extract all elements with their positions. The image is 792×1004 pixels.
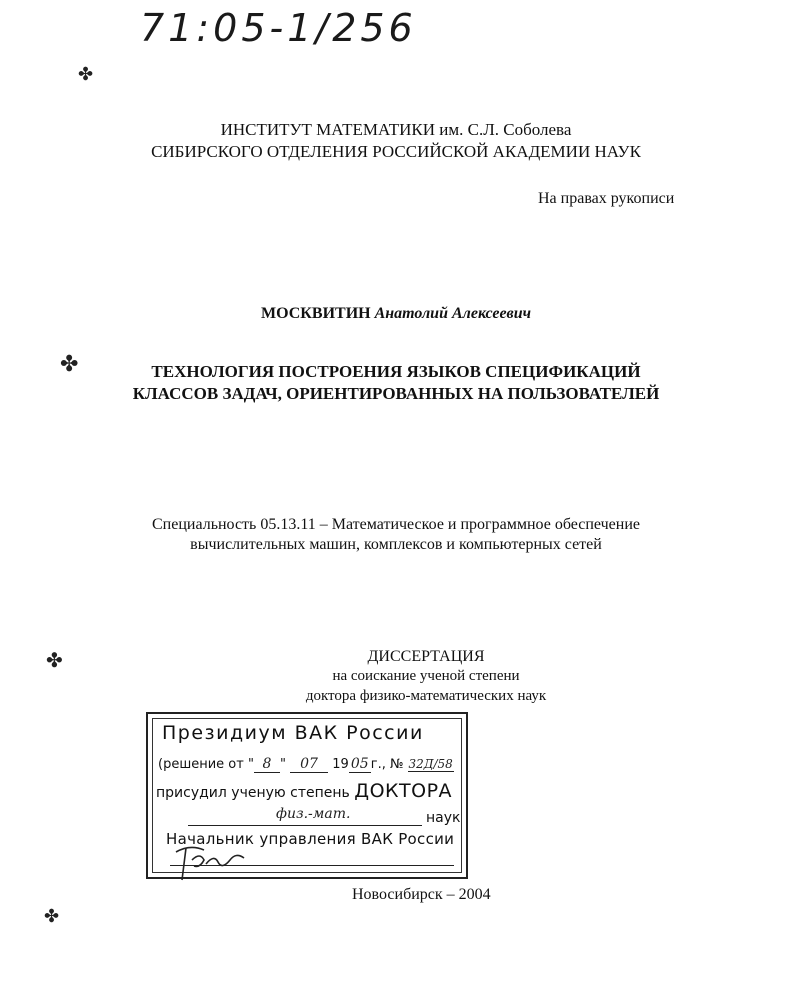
- stamp-field-line: [188, 825, 422, 826]
- signature-icon: [170, 842, 270, 882]
- stamp-decision-row: (решение от " 8 " 07 19 05 г., № 32Д/58: [158, 756, 453, 772]
- stamp-month: 07: [290, 756, 328, 773]
- degree-line1: на соискание ученой степени: [332, 668, 520, 684]
- rights-note: На правах рукописи: [538, 190, 675, 207]
- stamp-year-prefix: 19: [332, 757, 349, 772]
- stamp-awarded-row: [156, 780, 452, 802]
- stamp-year: 05: [349, 756, 371, 773]
- dissertation-label: ДИССЕРТАЦИЯ: [367, 648, 485, 665]
- archive-code: 71:05-1/256: [140, 6, 417, 50]
- dissertation-title-line2: КЛАССОВ ЗАДАЧ, ОРИЕНТИРОВАННЫХ НА ПОЛЬЗОВАТЕЛЕЙ: [132, 384, 660, 403]
- author-surname: МОСКВИТИН: [261, 305, 371, 322]
- stamp-degree: ДОКТОРА: [354, 780, 453, 802]
- specialty-line2: вычислительных машин, комплексов и компьютерных сетей: [190, 536, 602, 553]
- specialty-line1: Специальность 05.13.11 – Математическое и программное обеспечение: [152, 516, 640, 533]
- stamp-number: 32Д/58: [408, 757, 453, 771]
- stamp-day: 8: [254, 756, 280, 773]
- dissertation-title-line1: ТЕХНОЛОГИЯ ПОСТРОЕНИЯ ЯЗЫКОВ СПЕЦИФИКАЦИЙ: [151, 362, 641, 381]
- city-year: Новосибирск – 2004: [352, 886, 491, 903]
- stamp-year-suffix: г., №: [370, 757, 404, 772]
- author-given: Анатолий Алексеевич: [374, 305, 531, 322]
- stamp-field-suffix: наук: [426, 810, 461, 826]
- stamp-head: Начальник управления ВАК России: [166, 830, 455, 848]
- institute-name: ИНСТИТУТ МАТЕМАТИКИ им. С.Л. Соболева: [220, 120, 572, 139]
- degree-line2: доктора физико-математических наук: [305, 688, 547, 704]
- author-name: [0, 305, 792, 323]
- margin-mark-icon: ✤: [46, 648, 63, 672]
- stamp-awarded: присудил ученую степень: [156, 785, 350, 801]
- margin-mark-icon: ✤: [78, 64, 94, 85]
- branch-name: СИБИРСКОГО ОТДЕЛЕНИЯ РОССИЙСКОЙ АКАДЕМИИ НАУК: [151, 142, 641, 161]
- stamp-title: Президиум ВАК России: [162, 722, 424, 744]
- stamp-decision-prefix: (решение от ": [158, 757, 254, 772]
- stamp-field: физ.-мат.: [276, 806, 351, 822]
- margin-mark-icon: ✤: [44, 906, 60, 927]
- margin-mark-icon: ✤: [60, 352, 79, 377]
- vak-stamp: [146, 712, 468, 879]
